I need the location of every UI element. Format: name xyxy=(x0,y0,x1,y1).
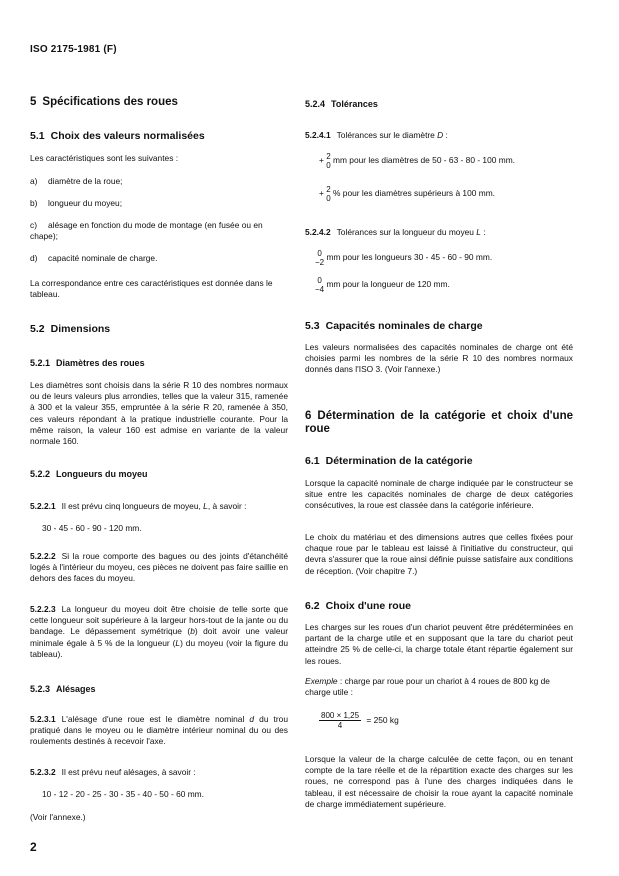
document-header: ISO 2175-1981 (F) xyxy=(30,44,117,55)
section-title: Longueurs du moyeu xyxy=(56,469,148,479)
formula-denominator: 4 xyxy=(319,720,361,730)
section-title: Choix des valeurs normalisées xyxy=(50,130,205,142)
formula-fraction xyxy=(319,711,361,730)
text: du trou pratiqué dans le moyeu ou le diamètre intérieur nominal du ou des roulements destinés à recevoir l'axe. xyxy=(30,714,288,747)
section-6-heading xyxy=(305,410,573,436)
text: , à savoir : xyxy=(207,501,247,511)
section-title: Dimensions xyxy=(50,323,111,335)
list-marker: b) xyxy=(30,198,38,208)
section-title: Détermination de la catégorie xyxy=(325,455,473,467)
paragraph: Les diamètres sont choisis dans la série R 10 des nombres normaux ou de leurs valeurs plus arrondies, telles que la valeur 315, ramenée à 300 et la valeur 355, empruntée à la série R 20, ramenée à 350, ces valeurs répondant à la pratique industrielle courante. Pour la même raison, la valeur 160 est admise en variante de la valeur normale 160. xyxy=(30,380,288,447)
tolerance-text: mm pour les diamètres de 50 - 63 - 80 - 100 mm. xyxy=(333,155,516,166)
text: Il est prévu cinq longueurs de moyeu, xyxy=(61,501,204,511)
text: : xyxy=(480,227,486,237)
text: Si la roue comporte des bagues ou des joints d'étanchéité logés à l'intérieur du moyeu, ces pièces ne doivent pas faire saillie en dehors des faces du moyeu. xyxy=(30,551,288,584)
lower-deviation: −2 xyxy=(315,258,325,267)
text: Tolérances sur la longueur du moyeu xyxy=(336,227,477,237)
tolerance-stack xyxy=(315,276,324,294)
formula-numerator: 800 × 1,25 xyxy=(321,711,360,720)
paragraph-5-2-4-2 xyxy=(305,227,575,238)
section-number: 6.1 xyxy=(305,455,320,467)
section-number: 6 xyxy=(305,410,312,422)
paragraph: Lorsque la capacité nominale de charge indiquée par le constructeur se situe entre les capacités nominales de charge de deux catégories consécutives, la roue est classée dans la catégorie inférieure. xyxy=(305,478,573,511)
tolerance-line xyxy=(319,152,575,170)
section-number: 5.2.3.2 xyxy=(30,767,56,777)
section-number: 5.2.2.1 xyxy=(30,501,56,511)
section-number: 5.2.4 xyxy=(305,99,326,109)
section-6-1-heading xyxy=(305,455,473,467)
text: ) du moyeu (voir la figure du tableau). xyxy=(30,637,288,659)
section-title: Alésages xyxy=(56,684,96,694)
tolerance-line xyxy=(319,185,575,203)
value-list: 30 - 45 - 60 - 90 - 120 mm. xyxy=(42,523,142,533)
text: Tolérances sur le diamètre xyxy=(336,130,438,140)
paragraph-5-2-2-1 xyxy=(30,501,290,512)
list-item xyxy=(30,176,290,187)
section-5-2-heading xyxy=(30,323,110,335)
tolerance-stack xyxy=(326,152,330,170)
paragraph: Le choix du matériau et des dimensions autres que celles fixées pour chaque roue par le tableau est laissé à l'initiative du constructeur, qui devra s'assurer que la roue ainsi définie puisse satisfaire aux conditions de réception. (Voir chapitre 7.) xyxy=(305,532,573,576)
variable: L xyxy=(203,501,208,511)
paragraph: Les caractéristiques sont les suivantes : xyxy=(30,153,179,163)
section-5-heading xyxy=(30,96,178,108)
upper-deviation: 2 xyxy=(326,185,331,194)
section-title: Capacités nominales de charge xyxy=(325,320,483,332)
variable: L xyxy=(476,227,481,237)
section-title: Diamètres des roues xyxy=(56,358,145,368)
section-number: 5.2.3.1 xyxy=(30,714,56,724)
tolerance-line xyxy=(315,276,575,294)
section-title: Tolérances xyxy=(331,99,378,109)
section-number: 5.2.4.1 xyxy=(305,130,331,140)
upper-deviation: 0 xyxy=(317,249,322,258)
section-title: Détermination de la catégorie et choix d'une roue xyxy=(305,410,573,435)
section-number: 5.2.3 xyxy=(30,684,51,694)
list-text: capacité nominale de charge. xyxy=(48,253,158,263)
tolerance-sign: + xyxy=(319,188,324,199)
list-item xyxy=(30,220,290,242)
tolerance-sign: + xyxy=(319,155,324,166)
value-list: 10 - 12 - 20 - 25 - 30 - 35 - 40 - 50 - 60 mm. xyxy=(42,789,204,799)
section-number: 5.2.2 xyxy=(30,469,51,479)
text: : xyxy=(443,130,448,140)
section-number: 5.2.2.2 xyxy=(30,551,56,561)
variable: d xyxy=(249,714,255,724)
formula xyxy=(319,711,399,730)
upper-deviation: 0 xyxy=(317,276,322,285)
example-text: : charge par roue pour un chariot à 4 roues de 800 kg de charge utile : xyxy=(305,676,550,698)
example-label: Exemple xyxy=(305,676,338,686)
tolerance-text: mm pour les longueurs 30 - 45 - 60 - 90 mm. xyxy=(326,252,493,263)
paragraph-5-2-4-1 xyxy=(305,130,575,141)
paragraph-5-2-2-2 xyxy=(30,551,288,585)
paragraph-5-2-2-3 xyxy=(30,604,288,660)
variable: D xyxy=(437,130,444,140)
section-number: 5.2.1 xyxy=(30,358,51,368)
paragraph: Les valeurs normalisées des capacités nominales de charge ont été choisies parmi les nombres de la série R 10 des nombres normaux donnés dans l'ISO 3. (Voir l'annexe.) xyxy=(305,342,573,375)
variable: b xyxy=(190,626,195,637)
section-number: 5 xyxy=(30,96,37,108)
paragraph-5-2-3-2 xyxy=(30,767,290,778)
list-marker: d) xyxy=(30,253,38,263)
tolerance-line xyxy=(315,249,575,267)
paragraph: Lorsque la valeur de la charge calculée de cette façon, ou en tenant compte de la tare réelle et de la répartition exacte des charges sur les roues, ne correspond pas à l'une des charges indiquées dans le tableau, il est nécessaire de choisir la roue ayant la capacité nominale de charge immédiatement supérieure. xyxy=(305,754,573,809)
section-5-2-2-heading xyxy=(30,469,148,479)
section-title: Choix d'une roue xyxy=(325,600,411,612)
section-6-2-heading xyxy=(305,600,411,612)
page-number: 2 xyxy=(30,840,37,854)
lower-deviation: 0 xyxy=(326,161,331,170)
list-marker: c) xyxy=(30,220,37,230)
section-number: 5.2.2.3 xyxy=(30,604,56,614)
section-number: 5.2 xyxy=(30,323,45,335)
section-5-2-1-heading xyxy=(30,358,145,368)
lower-deviation: −4 xyxy=(315,285,325,294)
section-5-2-3-heading xyxy=(30,684,96,694)
tolerance-text: mm pour la longueur de 120 mm. xyxy=(326,279,450,290)
text: ) doit avoir une valeur minimale égale à 5 % de la longueur ( xyxy=(30,626,288,648)
text: La longueur du moyeu doit être choisie de telle sorte que cette longueur soit supérieure à la largeur hors-tout de la jante ou du bandage. Le dépassement symétrique ( xyxy=(30,604,288,637)
paragraph: Les charges sur les roues d'un chariot peuvent être prédéterminées en partant de la charge utile et en supposant que la tare du chariot peut atteindre 25 % de celle-ci, la charge totale étant répartie également sur les roues. xyxy=(305,622,573,666)
example xyxy=(305,676,573,698)
section-number: 5.1 xyxy=(30,130,45,142)
text: L'alésage d'une roue est le diamètre nominal xyxy=(61,714,250,724)
section-5-3-heading xyxy=(305,320,483,332)
section-number: 5.2.4.2 xyxy=(305,227,331,237)
formula-result: = 250 kg xyxy=(366,714,399,725)
section-number: 5.3 xyxy=(305,320,320,332)
lower-deviation: 0 xyxy=(326,194,331,203)
annex-note: (Voir l'annexe.) xyxy=(30,812,86,822)
variable: L xyxy=(175,637,181,648)
tolerance-text: % pour les diamètres supérieurs à 100 mm. xyxy=(333,188,496,199)
text: Il est prévu neuf alésages, à savoir : xyxy=(61,767,196,777)
list-item xyxy=(30,198,290,209)
tolerance-stack xyxy=(326,185,330,203)
paragraph-5-2-3-1 xyxy=(30,714,288,748)
list-text: diamètre de la roue; xyxy=(48,176,123,186)
paragraph: La correspondance entre ces caractéristiques est donnée dans le tableau. xyxy=(30,278,273,300)
list-text: alésage en fonction du mode de montage (en fusée ou en chape); xyxy=(30,220,263,242)
list-text: longueur du moyeu; xyxy=(48,198,123,208)
section-title: Spécifications des roues xyxy=(42,96,178,108)
list-marker: a) xyxy=(30,176,38,186)
tolerance-stack xyxy=(315,249,324,267)
section-number: 6.2 xyxy=(305,600,320,612)
upper-deviation: 2 xyxy=(326,152,331,161)
section-5-1-heading xyxy=(30,130,205,142)
section-5-2-4-heading xyxy=(305,99,378,109)
list-item xyxy=(30,253,290,264)
